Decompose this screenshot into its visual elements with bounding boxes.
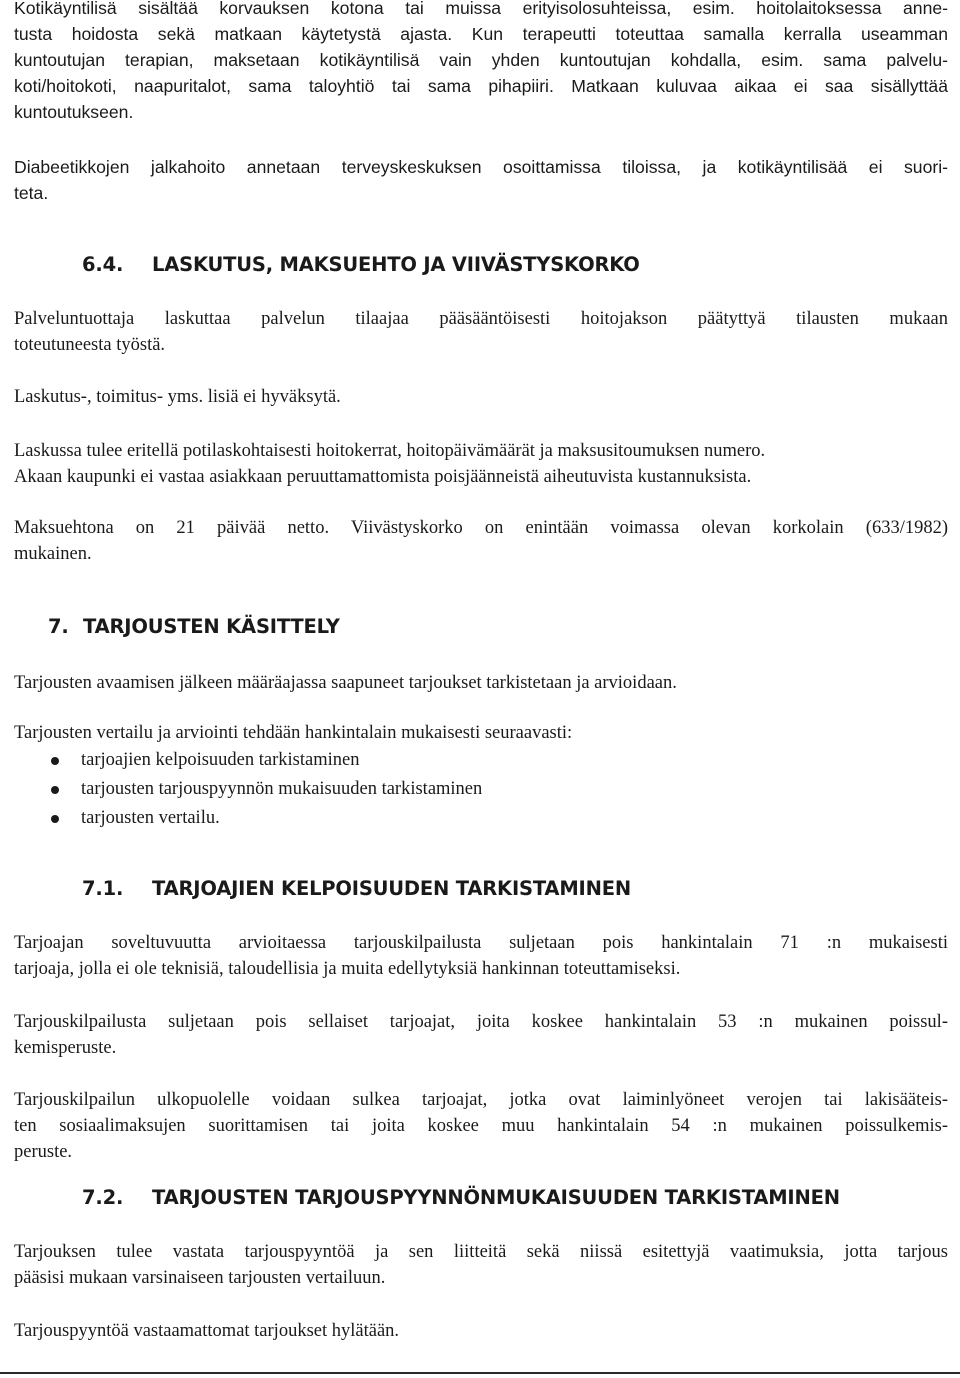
kotikayntilisa-paragraph: [14, 0, 948, 125]
eligibility-paragraph-3: [14, 1087, 948, 1165]
bullet-icon: [51, 757, 59, 765]
section-title: LASKUTUS, MAKSUEHTO JA VIIVÄSTYSKORKO: [152, 253, 640, 276]
paragraph-line: Maksuehtona on 21 päivää netto. Viivästyskorko on enintään voimassa olevan korkolain (633/1982): [14, 518, 948, 538]
offers-paragraph-1: [14, 670, 948, 696]
section-number: 6.4.: [82, 253, 124, 276]
paragraph-line: Tarjouskilpailusta suljetaan pois sellaiset tarjoajat, joita koskee hankintalain 53 :n mukainen poissul-: [14, 1012, 948, 1032]
eligibility-paragraph-1: [14, 930, 948, 982]
paragraph-line: tusta hoidosta sekä matkaan käytetystä ajasta. Kun terapeutti toteuttaa samalla kerralla useamman: [14, 24, 948, 44]
paragraph-line: Tarjouskilpailun ulkopuolelle voidaan sulkea tarjoajat, jotka ovat laiminlyöneet verojen tai lakisääteis-: [14, 1090, 948, 1110]
paragraph-line: Tarjouksen tulee vastata tarjouspyyntöä ja sen liitteitä sekä niissä esitettyjä vaatimuksia, jotta tarjous: [14, 1242, 948, 1262]
paragraph-line: Tarjousten vertailu ja arviointi tehdään hankintalain mukaisesti seuraavasti:: [14, 723, 573, 743]
list-item-text: tarjousten vertailu.: [81, 808, 220, 828]
list-item: [14, 746, 914, 775]
section-number: 7.2.: [82, 1186, 124, 1209]
list-item: [14, 804, 914, 833]
section-title: TARJOUSTEN TARJOUSPYYNNÖNMUKAISUUDEN TARKISTAMINEN: [152, 1186, 840, 1209]
page-bottom-divider: [0, 1372, 960, 1374]
section-heading-7-1: [0, 873, 960, 905]
offers-paragraph-2: [14, 720, 948, 746]
paragraph-line: Tarjousten avaamisen jälkeen määräajassa saapuneet tarjoukset tarkistetaan ja arvioidaan.: [14, 673, 677, 693]
paragraph-line: Tarjoajan soveltuvuutta arvioitaessa tarjouskilpailusta suljetaan pois hankintalain 71 :n mukaisesti: [14, 933, 948, 953]
section-heading-7: [0, 611, 960, 643]
list-item-text: tarjousten tarjouspyynnön mukaisuuden tarkistaminen: [81, 779, 483, 799]
paragraph-line: tarjoaja, jolla ei ole teknisiä, taloudellisia ja muita edellytyksiä hankinnan toteuttamiseksi.: [14, 959, 681, 979]
section-title: TARJOUSTEN KÄSITTELY: [83, 615, 340, 638]
paragraph-line: teta.: [14, 183, 49, 203]
bullet-icon: [51, 786, 59, 794]
paragraph-line: Kotikäyntilisä sisältää korvauksen kotona tai muissa erityisolosuhteissa, esim. hoitolaitoksessa anne-: [14, 0, 948, 18]
diabetes-paragraph: [14, 154, 948, 206]
billing-paragraph-1: [14, 306, 948, 358]
conformity-paragraph-2: [14, 1318, 948, 1344]
section-heading-7-2: [0, 1182, 960, 1214]
billing-paragraph-3: [14, 438, 948, 490]
list-item-text: tarjoajien kelpoisuuden tarkistaminen: [81, 750, 360, 770]
section-number: 7.1.: [82, 877, 124, 900]
eligibility-paragraph-2: [14, 1009, 948, 1061]
paragraph-line: peruste.: [14, 1142, 73, 1162]
conformity-paragraph-1: [14, 1239, 948, 1291]
paragraph-line: Diabeetikkojen jalkahoito annetaan terveyskeskuksen osoittamissa tiloissa, ja kotikäyntilisää ei suori-: [14, 157, 948, 177]
section-heading-6-4: [0, 249, 960, 281]
paragraph-line: Akaan kaupunki ei vastaa asiakkaan peruuttamattomista poisjäänneistä aiheutuvista kustannuksista.: [14, 467, 752, 487]
paragraph-line: Tarjouspyyntöä vastaamattomat tarjoukset hylätään.: [14, 1321, 400, 1341]
paragraph-line: ten sosiaalimaksujen suorittamisen tai joita koskee muu hankintalain 54 :n mukainen poissulkemis-: [14, 1116, 948, 1136]
billing-paragraph-2: [14, 384, 948, 410]
paragraph-line: Laskussa tulee eritellä potilaskohtaisesti hoitokerrat, hoitopäivämäärät ja maksusitoumuksen numero.: [14, 441, 766, 461]
paragraph-line: kuntoutujan terapian, maksetaan kotikäyntilisä vain yhden kuntoutujan kohdalla, esim. sama palvelu-: [14, 50, 948, 70]
bullet-icon: [51, 815, 59, 823]
paragraph-line: kuntoutukseen.: [14, 102, 134, 122]
paragraph-line: Palveluntuottaja laskuttaa palvelun tilaajaa pääsääntöisesti hoitojakson päätyttyä tilausten mukaan: [14, 309, 948, 329]
paragraph-line: Laskutus-, toimitus- yms. lisiä ei hyväksytä.: [14, 387, 341, 407]
paragraph-line: koti/hoitokoti, naapuritalot, sama taloyhtiö tai sama pihapiiri. Matkaan kuluvaa aikaa ei saa sisällyttää: [14, 76, 948, 96]
paragraph-line: pääsisi mukaan varsinaiseen tarjousten vertailuun.: [14, 1268, 386, 1288]
list-item: [14, 775, 914, 804]
section-title: TARJOAJIEN KELPOISUUDEN TARKISTAMINEN: [152, 877, 631, 900]
payment-terms-paragraph: [14, 515, 948, 567]
section-number: 7.: [48, 615, 69, 638]
paragraph-line: mukainen.: [14, 544, 92, 564]
paragraph-line: kemisperuste.: [14, 1038, 117, 1058]
paragraph-line: toteutuneesta työstä.: [14, 335, 166, 355]
evaluation-steps-list: [14, 746, 914, 833]
